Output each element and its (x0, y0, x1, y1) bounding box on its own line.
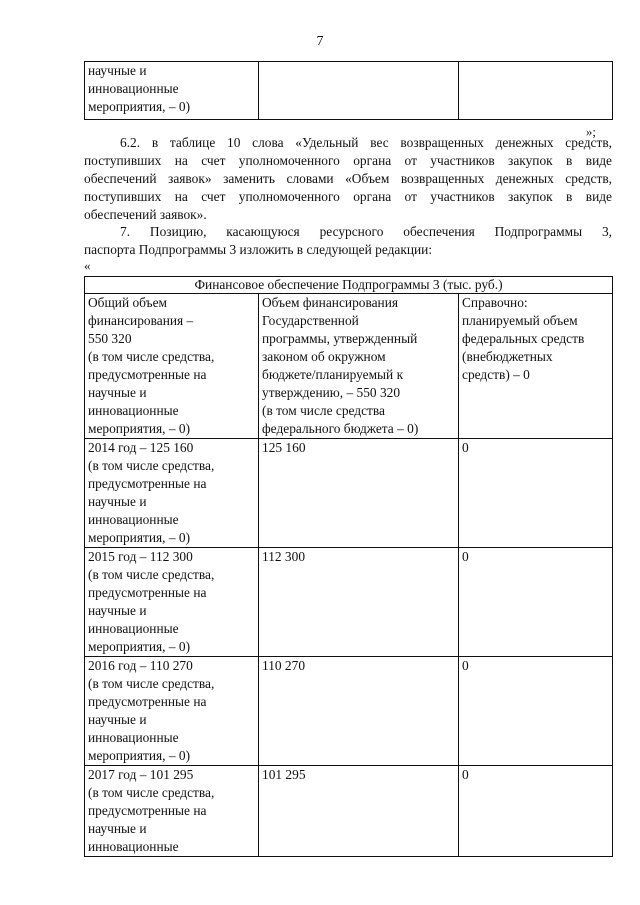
continued-table-fragment (84, 61, 613, 120)
cell-value: 0 (462, 767, 469, 782)
paragraph-line: паспорта Подпрограммы 3 изложить в следующей редакции: (84, 242, 433, 257)
cell-program-funding: Объем финансирования Государственной программы, утвержденный законом об окружном бюджете/планируемый к утверждению, – 550 320 (в том числе средства федерального бюджета – 0) (262, 295, 419, 436)
cell-value: 0 (462, 658, 469, 673)
table-cell (85, 766, 259, 857)
table-cell (85, 294, 259, 439)
table-cell (459, 294, 613, 439)
table-cell (459, 766, 613, 857)
table-row (85, 439, 613, 548)
cell-year-2015: 2015 год – 112 300 (в том числе средства, предусмотренные на научные и инновационные мероприятия, – 0) (88, 549, 215, 654)
cell-text: научные и инновационные мероприятия, – 0) (88, 63, 191, 114)
cell-federal-funds: Справочно: планируемый объем федеральных средств (внебюджетных средств) – 0 (462, 295, 585, 382)
table-row (85, 294, 613, 439)
paragraph-6-2 (84, 134, 612, 224)
cell-year-2017: 2017 год – 101 295 (в том числе средства, предусмотренные на научные и инновационные (88, 767, 215, 854)
cell-total-funding: Общий объем финансирования – 550 320 (в том числе средства, предусмотренные на научные и инновационные мероприятия, – 0) (88, 295, 215, 436)
table-cell (85, 548, 259, 657)
paragraph-line: поступивших на счет уполномоченного органа от участников закупок в виде (84, 189, 612, 204)
table-cell (459, 439, 613, 548)
paragraph-line: обеспечений заявок». (84, 207, 207, 222)
cell-value: 0 (462, 440, 469, 455)
cell-year-2014: 2014 год – 125 160 (в том числе средства, предусмотренные на научные и инновационные мероприятия, – 0) (88, 440, 215, 545)
table-cell (259, 766, 459, 857)
paragraph-line: 6.2. в таблице 10 слова «Удельный вес возвращенных денежных средств, (120, 135, 612, 150)
table-cell (459, 62, 613, 120)
table-cell (459, 657, 613, 766)
table-row (85, 548, 613, 657)
paragraph-7 (84, 223, 612, 259)
table-row (85, 766, 613, 857)
table-row (85, 62, 613, 120)
table-cell (259, 657, 459, 766)
page-number: 7 (316, 34, 324, 49)
table-title: Финансовое обеспечение Подпрограммы 3 (тыс. руб.) (85, 277, 613, 294)
financial-support-table (84, 276, 613, 857)
table-cell (459, 548, 613, 657)
cell-value: 125 160 (262, 440, 306, 455)
paragraph-line: поступивших на счет уполномоченного органа от участников закупок в виде (84, 153, 612, 168)
table-cell (85, 439, 259, 548)
closing-quote-mark: »; (585, 124, 596, 139)
cell-year-2016: 2016 год – 110 270 (в том числе средства, предусмотренные на научные и инновационные мероприятия, – 0) (88, 658, 215, 763)
cell-value: 112 300 (262, 549, 306, 564)
paragraph-line: обеспечений заявок» заменить словами «Объем возвращенных денежных средств, (84, 171, 612, 186)
cell-value: 110 270 (262, 658, 306, 673)
table-header-row (85, 277, 613, 294)
table-cell (259, 439, 459, 548)
cell-value: 0 (462, 549, 469, 564)
table-cell (259, 548, 459, 657)
table-cell (259, 62, 459, 120)
cell-value: 101 295 (262, 767, 306, 782)
table-cell (85, 657, 259, 766)
table-cell (259, 294, 459, 439)
opening-quote-mark: « (84, 258, 91, 273)
table-cell (85, 62, 259, 120)
paragraph-line: 7. Позицию, касающуюся ресурсного обеспечения Подпрограммы 3, (120, 224, 612, 239)
table-row (85, 657, 613, 766)
